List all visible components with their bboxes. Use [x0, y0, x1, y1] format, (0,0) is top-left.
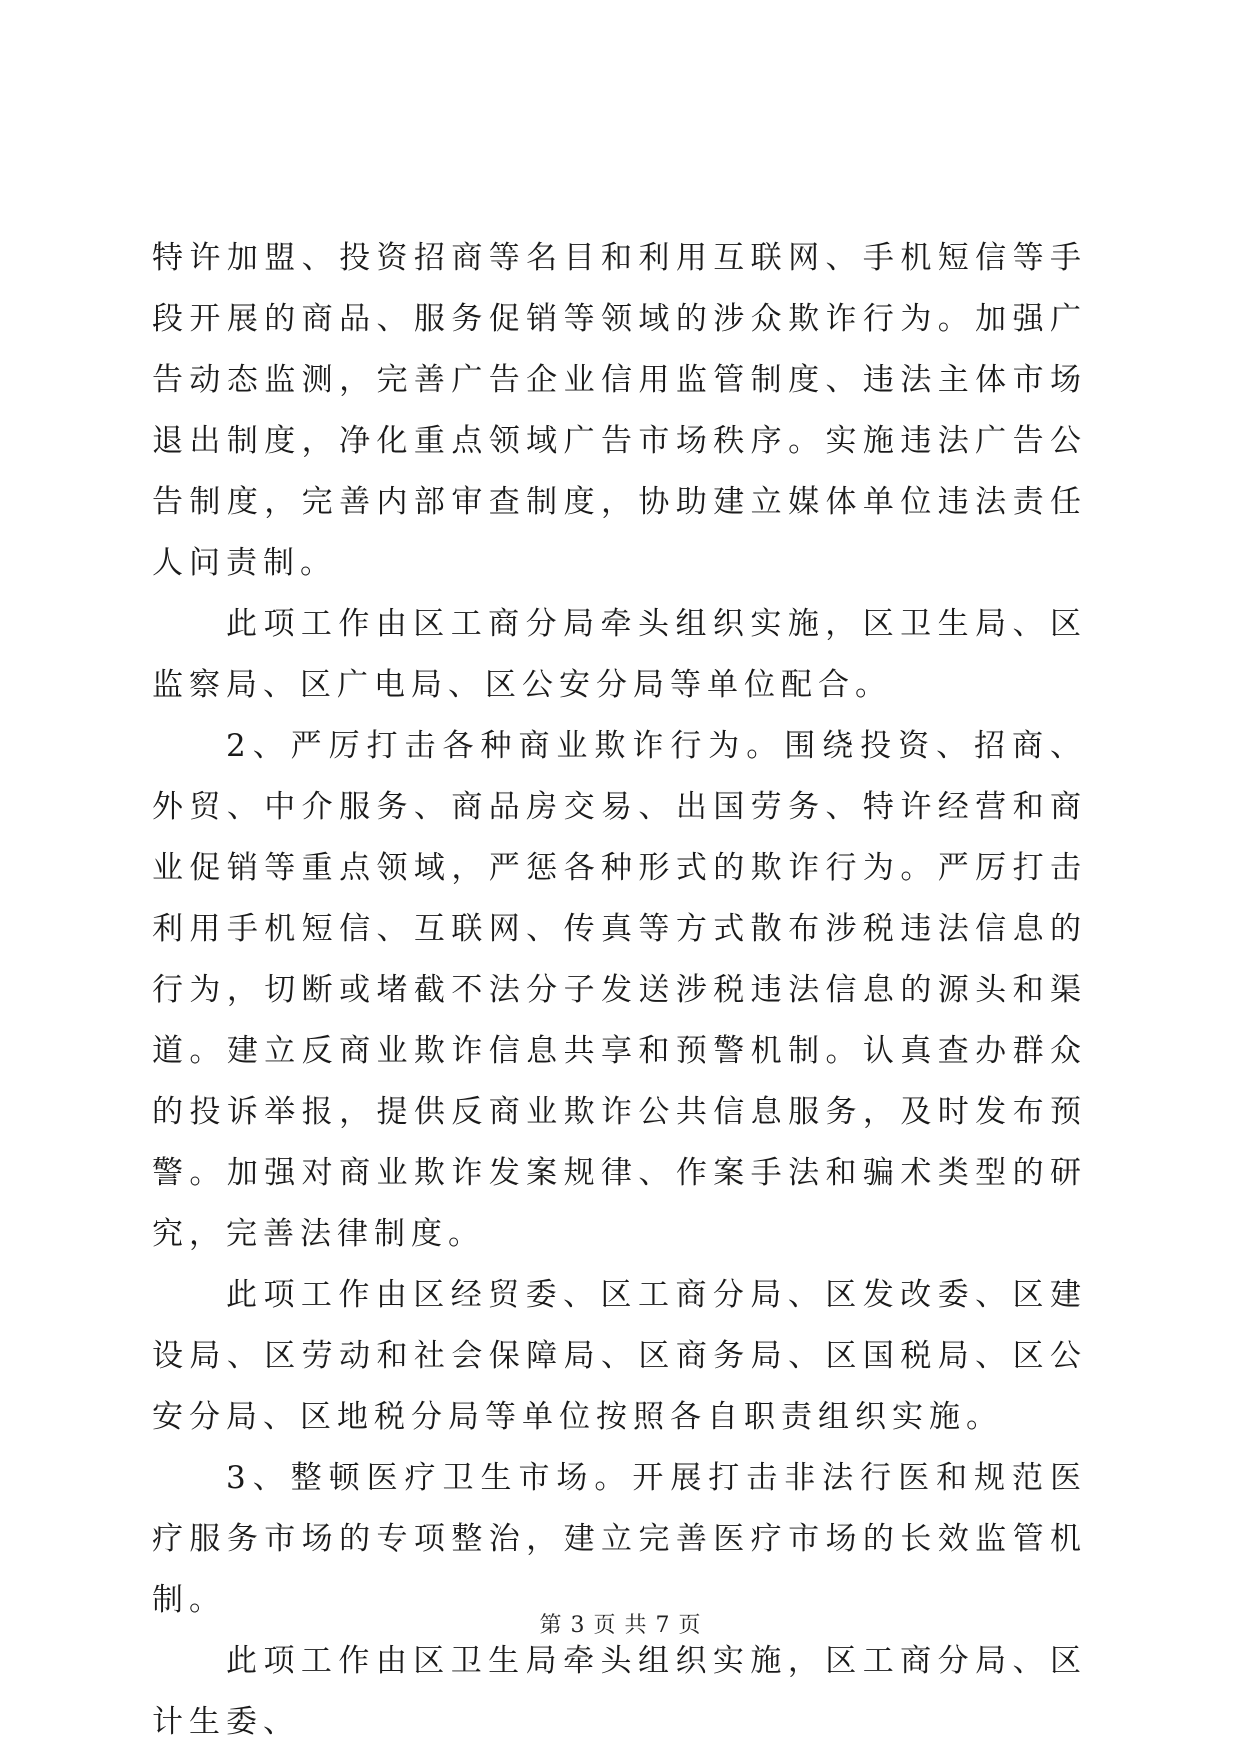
paragraph-6: 此项工作由区卫生局牵头组织实施，区工商分局、区计生委、 [152, 1643, 1087, 1740]
paragraph-5: 3、整顿医疗卫生市场。开展打击非法行医和规范医疗服务市场的专项整治，建立完善医疗市场的长效监管机制。 [152, 1460, 1087, 1618]
paragraph-4: 此项工作由区经贸委、区工商分局、区发改委、区建设局、区劳动和社会保障局、区商务局、区国税局、区公安分局、区地税分局等单位按照各自职责组织实施。 [152, 1277, 1087, 1435]
paragraph-1: 特许加盟、投资招商等名目和利用互联网、手机短信等手段开展的商品、服务促销等领域的涉众欺诈行为。加强广告动态监测，完善广告企业信用监管制度、违法主体市场退出制度，净化重点领域广告市场秩序。实施违法广告公告制度，完善内部审查制度，协助建立媒体单位违法责任人问责制。 [152, 240, 1087, 581]
document-body [152, 228, 1087, 1753]
paragraph-3: 2、严厉打击各种商业欺诈行为。围绕投资、招商、外贸、中介服务、商品房交易、出国劳务、特许经营和商业促销等重点领域，严惩各种形式的欺诈行为。严厉打击利用手机短信、互联网、传真等方式散布涉税违法信息的行为，切断或堵截不法分子发送涉税违法信息的源头和渠道。建立反商业欺诈信息共享和预警机制。认真查办群众的投诉举报，提供反商业欺诈公共信息服务，及时发布预警。加强对商业欺诈发案规律、作案手法和骗术类型的研究，完善法律制度。 [152, 728, 1087, 1252]
page-number-footer: 第 3 页 共 7 页 [539, 1613, 702, 1638]
paragraph-2: 此项工作由区工商分局牵头组织实施，区卫生局、区监察局、区广电局、区公安分局等单位配合。 [152, 606, 1087, 703]
